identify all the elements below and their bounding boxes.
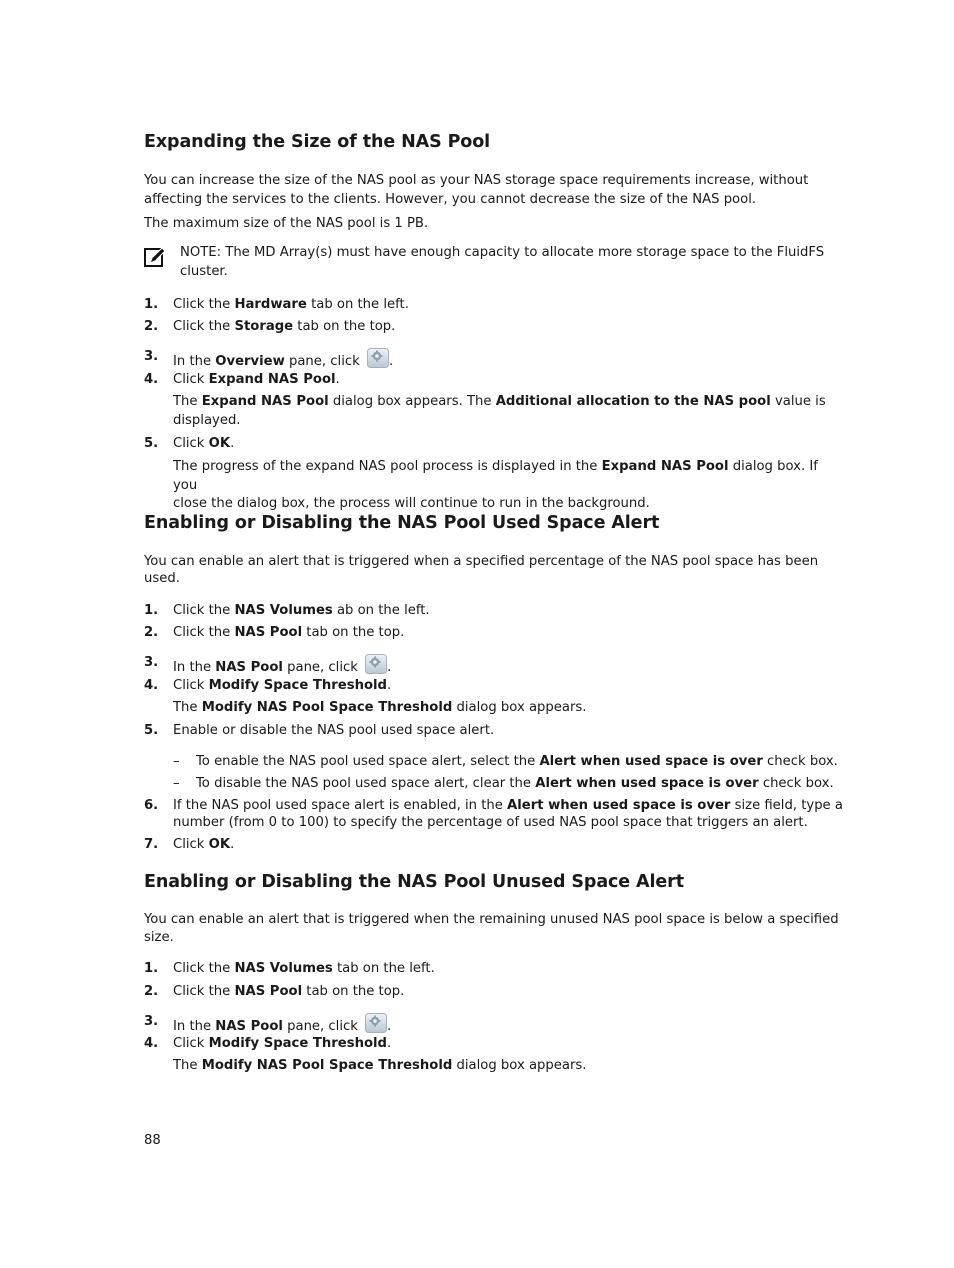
paragraph: affecting the services to the clients. However, you cannot decrease the size of the NAS pool. [144, 192, 757, 207]
step-result: The progress of the expand NAS pool process is displayed in the Expand NAS Pool dialog box. If you close the dialog box, the process will continue to run in the background. [173, 459, 818, 511]
gear-settings-icon [365, 654, 387, 674]
list-dash: – [173, 776, 180, 791]
step-number: 1. [144, 961, 159, 976]
step-number: 2. [144, 319, 159, 334]
step-number: 2. [144, 984, 159, 999]
paragraph: used. [144, 571, 180, 586]
step-number: 7. [144, 837, 159, 852]
list-dash: – [173, 754, 180, 769]
step-text: Click the NAS Volumes ab on the left. [173, 603, 430, 618]
step-number: 6. [144, 798, 159, 813]
step-text: Click the NAS Pool tab on the top. [173, 625, 405, 640]
step-text: Click Modify Space Threshold. [173, 1036, 392, 1051]
step-number: 1. [144, 603, 159, 618]
page-number: 88 [144, 1133, 161, 1148]
paragraph: size. [144, 930, 174, 945]
step-number: 5. [144, 723, 159, 738]
step-result: The Expand NAS Pool dialog box appears. The Additional allocation to the NAS pool value is displayed. [173, 394, 826, 428]
step-number: 1. [144, 297, 159, 312]
note-text: NOTE: The MD Array(s) must have enough capacity to allocate more storage space to the FluidFS [180, 245, 825, 260]
step-number: 3. [144, 1014, 159, 1029]
step-text: In the NAS Pool pane, click . [173, 1013, 391, 1036]
gear-settings-icon [365, 1013, 387, 1033]
step-text: In the NAS Pool pane, click . [173, 654, 391, 677]
step-result: The Modify NAS Pool Space Threshold dialog box appears. [173, 1058, 587, 1073]
list-item: To disable the NAS pool used space alert, clear the Alert when used space is over check box. [196, 776, 834, 791]
step-text: Click Expand NAS Pool. [173, 372, 340, 387]
step-text: number (from 0 to 100) to specify the percentage of used NAS pool space that triggers an alert. [173, 815, 808, 830]
step-text: If the NAS pool used space alert is enabled, in the Alert when used space is over size field, type a [173, 798, 843, 813]
step-text: Click OK. [173, 837, 235, 852]
paragraph: You can increase the size of the NAS pool as your NAS storage space requirements increase, without [144, 173, 809, 188]
step-text: In the Overview pane, click . [173, 348, 393, 371]
step-number: 5. [144, 436, 159, 451]
section-title-used-alert: Enabling or Disabling the NAS Pool Used Space Alert [144, 513, 660, 533]
step-result: The Modify NAS Pool Space Threshold dialog box appears. [173, 700, 587, 715]
note-pencil-icon [144, 246, 166, 268]
section-title-unused-alert: Enabling or Disabling the NAS Pool Unused Space Alert [144, 872, 684, 892]
note-text: cluster. [180, 264, 228, 279]
gear-settings-icon [367, 348, 389, 368]
step-text: Click the NAS Pool tab on the top. [173, 984, 405, 999]
paragraph: You can enable an alert that is triggered when a specified percentage of the NAS pool space has been [144, 554, 819, 569]
step-number: 3. [144, 349, 159, 364]
note-label: NOTE: [180, 245, 222, 260]
step-number: 3. [144, 655, 159, 670]
section-title-expand: Expanding the Size of the NAS Pool [144, 132, 491, 152]
step-number: 4. [144, 372, 159, 387]
step-number: 4. [144, 678, 159, 693]
step-text: Click the Hardware tab on the left. [173, 297, 409, 312]
step-number: 2. [144, 625, 159, 640]
step-text: Click OK. [173, 436, 235, 451]
step-number: 4. [144, 1036, 159, 1051]
step-text: Enable or disable the NAS pool used space alert. [173, 723, 495, 738]
step-text: Click the NAS Volumes tab on the left. [173, 961, 435, 976]
list-item: To enable the NAS pool used space alert, select the Alert when used space is over check box. [196, 754, 838, 769]
step-text: Click Modify Space Threshold. [173, 678, 392, 693]
paragraph: You can enable an alert that is triggered when the remaining unused NAS pool space is below a specified [144, 912, 839, 927]
paragraph: The maximum size of the NAS pool is 1 PB. [144, 216, 429, 231]
step-text: Click the Storage tab on the top. [173, 319, 396, 334]
